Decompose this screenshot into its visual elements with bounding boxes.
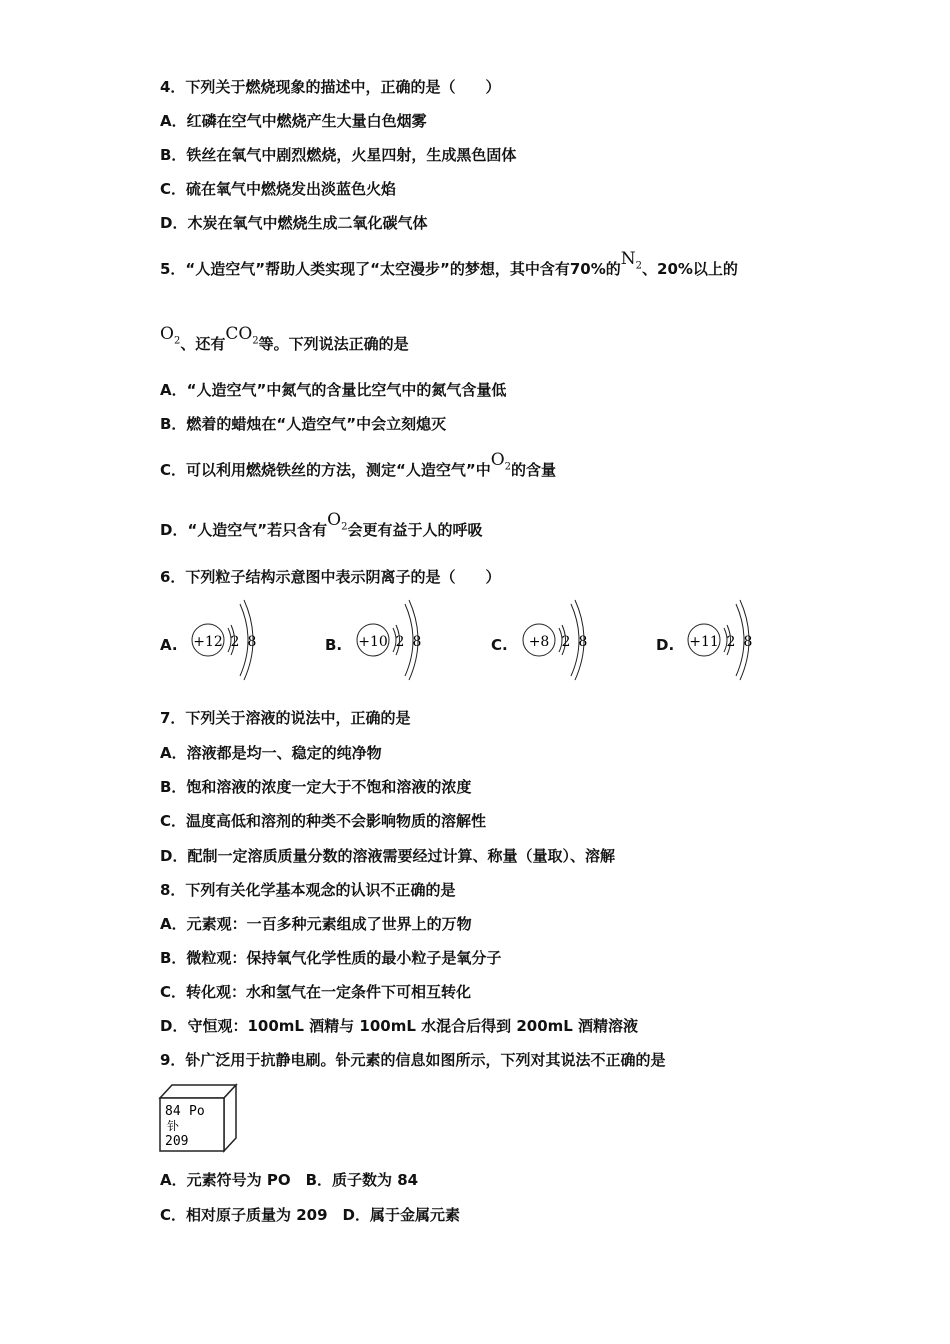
q7-option-c: C．温度高低和溶剂的种类不会影响物质的溶解性: [160, 812, 487, 830]
shell1-electrons: 2: [561, 634, 571, 650]
q8-option-a: A．元素观：一百多种元素组成了世界上的万物: [160, 915, 472, 933]
o2-subscript: 2: [341, 521, 348, 533]
q4-stem: 4．下列关于燃烧现象的描述中，正确的是（ ）: [160, 78, 501, 96]
shell2-electrons: 8: [578, 634, 588, 650]
shell1-electrons: 2: [230, 634, 240, 650]
q5-stem-part1: 5．“人造空气”帮助人类实现了“太空漫步”的梦想，其中含有70%的: [160, 260, 621, 278]
o2-subscript: 2: [173, 335, 181, 347]
card-top-face: [160, 1085, 236, 1098]
shell2-electrons: 8: [743, 634, 753, 650]
q5-o2-formula: [160, 324, 181, 347]
atom-diagram-d: [689, 598, 766, 683]
atomic-mass: 209: [165, 1134, 189, 1149]
q5-n2-formula: [620, 249, 643, 272]
atom-diagram-a: [193, 598, 270, 683]
q5-option-c-text: C．可以利用燃烧铁丝的方法，测定“人造空气”中: [160, 461, 491, 479]
q6-option-a: [160, 598, 270, 683]
co2-subscript: 2: [252, 335, 259, 347]
q6-option-c: [491, 598, 601, 683]
q8-option-b: B．微粒观：保持氧气化学性质的最小粒子是氧分子: [160, 949, 502, 967]
q5-stem-part3: 、还有: [180, 335, 226, 353]
q9-stem: 9．钋广泛用于抗静电刷。钋元素的信息如图所示，下列对其说法不正确的是: [160, 1051, 666, 1069]
option-label: A.: [160, 636, 178, 654]
n2-subscript: 2: [635, 260, 643, 272]
element-info-card: [157, 1082, 239, 1154]
o2-symbol: O: [490, 450, 505, 470]
co2-symbol: CO: [225, 324, 253, 344]
q5-stem-line2: [160, 324, 409, 361]
q5-option-b: B．燃着的蜡烛在“人造空气”中会立刻熄灭: [160, 415, 447, 433]
q8-option-d: D．守恒观：100mL 酒精与 100mL 水混合后得到 200mL 酒精溶液: [160, 1017, 639, 1035]
q9-options-cd: C．相对原子质量为 209 D．属于金属元素: [160, 1206, 460, 1224]
shell1-electrons: 2: [395, 634, 405, 650]
option-label: C.: [491, 636, 508, 654]
o2-symbol: O: [160, 324, 174, 344]
q7-stem: 7．下列关于溶液的说法中，正确的是: [160, 709, 411, 727]
q7-option-a: A．溶液都是均一、稳定的纯净物: [160, 744, 382, 762]
nucleus-charge: +12: [193, 634, 223, 650]
q7-option-b: B．饱和溶液的浓度一定大于不饱和溶液的浓度: [160, 778, 472, 796]
q4-option-a: A．红磷在空气中燃烧产生大量白色烟雾: [160, 112, 427, 130]
nucleus-charge: +11: [689, 634, 719, 650]
q9-options-ab: A．元素符号为 PO B．质子数为 84: [160, 1171, 419, 1189]
element-name: 钋: [167, 1119, 180, 1133]
q5-option-d-text: D．“人造空气”若只含有: [160, 521, 328, 539]
nucleus-charge: +10: [358, 634, 388, 650]
q5-option-a: A．“人造空气”中氮气的含量比空气中的氮气含量低: [160, 381, 507, 399]
shell1-electrons: 2: [726, 634, 736, 650]
q5-option-c-tail: 的含量: [511, 461, 557, 479]
q5-option-d-tail: 会更有益于人的呼吸: [347, 521, 483, 539]
q5-option-c-o2: [490, 450, 512, 473]
q5-stem-line1: [160, 249, 738, 286]
o2-symbol: O: [327, 510, 342, 530]
q6-stem: 6．下列粒子结构示意图中表示阴离子的是（ ）: [160, 568, 501, 586]
atom-diagram-c: [528, 598, 601, 683]
q8-option-c: C．转化观：水和氢气在一定条件下可相互转化: [160, 983, 472, 1001]
shell2-electrons: 8: [247, 634, 257, 650]
nucleus-charge: +8: [528, 634, 550, 650]
q5-co2-formula: [225, 324, 259, 347]
q8-stem: 8．下列有关化学基本观念的认识不正确的是: [160, 881, 456, 899]
atomic-number: 84: [165, 1104, 181, 1119]
q5-option-d: [160, 510, 483, 547]
o2-subscript: 2: [504, 461, 512, 473]
q4-option-c: C．硫在氧气中燃烧发出淡蓝色火焰: [160, 180, 397, 198]
q5-option-d-o2: [327, 510, 348, 533]
q7-option-d: D．配制一定溶质质量分数的溶液需要经过计算、称量（量取）、溶解: [160, 847, 615, 865]
q5-option-c: [160, 450, 557, 487]
atom-diagram-b: [358, 598, 435, 683]
option-label: D.: [656, 636, 675, 654]
q4-option-b: B．铁丝在氧气中剧烈燃烧，火星四射，生成黑色固体: [160, 146, 517, 164]
q6-option-b: [325, 598, 435, 683]
q5-stem-part4: 等。下列说法正确的是: [258, 335, 409, 353]
q6-option-d: [656, 598, 766, 683]
q4-option-d: D．木炭在氧气中燃烧生成二氧化碳气体: [160, 214, 428, 232]
option-label: B.: [325, 636, 343, 654]
q5-stem-part2: 、20%以上的: [642, 260, 738, 278]
n2-symbol: N: [620, 249, 636, 269]
element-symbol: Po: [189, 1104, 205, 1119]
shell2-electrons: 8: [412, 634, 422, 650]
element-card-drawing: [157, 1082, 239, 1154]
